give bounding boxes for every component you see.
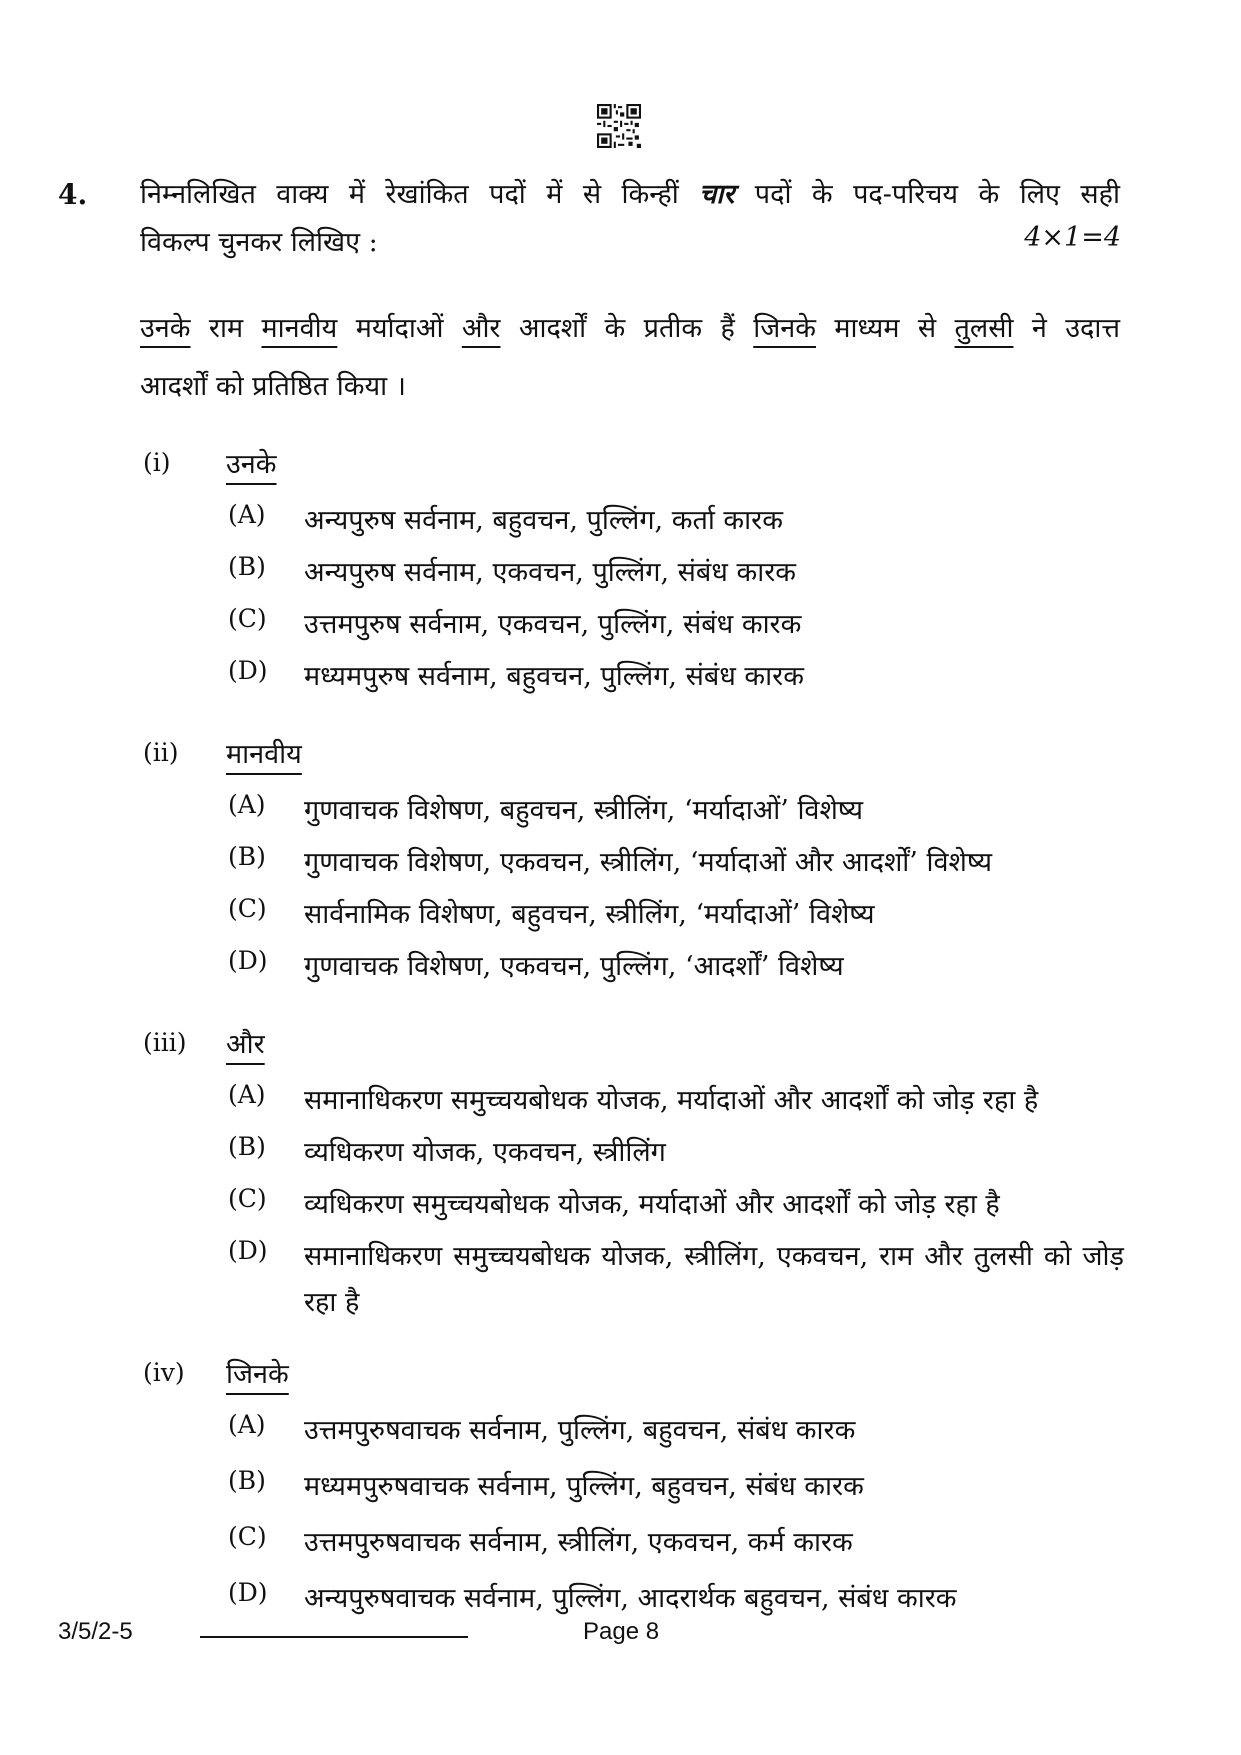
option-label: (B) <box>228 1132 266 1161</box>
qr-code-icon <box>597 104 641 148</box>
option-text: गुणवाचक विशेषण, बहुवचन, स्त्रीलिंग, ‘मर्यादाओं’ विशेष्य <box>304 795 864 826</box>
option-text: मध्यमपुरुषवाचक सर्वनाम, पुल्लिंग, बहुवचन, संबंध कारक <box>304 1471 864 1502</box>
sub-question-number: (i) <box>143 448 171 477</box>
sentence-text-3: आदर्शों के प्रतीक हैं <box>518 313 735 344</box>
sentence-text-1: राम <box>208 313 244 344</box>
option-text: उत्तमपुरुषवाचक सर्वनाम, पुल्लिंग, बहुवचन, संबंध कारक <box>304 1415 856 1446</box>
option-text: अन्यपुरुष सर्वनाम, एकवचन, पुल्लिंग, संबंध कारक <box>304 557 796 588</box>
option-label: (D) <box>228 1578 268 1607</box>
paper-code: 3/5/2-5 <box>58 1618 133 1645</box>
option-text: गुणवाचक विशेषण, एकवचन, स्त्रीलिंग, ‘मर्यादाओं और आदर्शों’ विशेष्य <box>304 847 993 878</box>
option-text: सार्वनामिक विशेषण, बहुवचन, स्त्रीलिंग, ‘मर्यादाओं’ विशेष्य <box>304 899 875 930</box>
option-text: समानाधिकरण समुच्चयबोधक योजक, स्त्रीलिंग, एकवचन, राम और तुलसी को जोड़ रहा है <box>304 1241 1124 1318</box>
sub-question-number: (iii) <box>143 1028 187 1057</box>
sub-question-number: (ii) <box>143 738 179 767</box>
option-label: (A) <box>228 790 266 819</box>
sentence-block <box>140 300 1120 416</box>
option-text: मध्यमपुरुष सर्वनाम, बहुवचन, पुल्लिंग, संबंध कारक <box>304 661 804 692</box>
option-label: (A) <box>228 1410 266 1439</box>
option-label: (C) <box>228 1522 267 1551</box>
option-text: अन्यपुरुषवाचक सर्वनाम, पुल्लिंग, आदरार्थक बहुवचन, संबंध कारक <box>304 1583 957 1614</box>
option-text: व्यधिकरण समुच्चयबोधक योजक, मर्यादाओं और आदर्शों को जोड़ रहा है <box>304 1189 1000 1220</box>
page-number: Page 8 <box>583 1618 660 1645</box>
underlined-word-1: उनके <box>140 313 191 344</box>
option-text: उत्तमपुरुषवाचक सर्वनाम, स्त्रीलिंग, एकवचन, कर्म कारक <box>304 1527 853 1558</box>
option-text: व्यधिकरण योजक, एकवचन, स्त्रीलिंग <box>304 1137 666 1168</box>
option-label: (A) <box>228 500 266 529</box>
option-text: समानाधिकरण समुच्चयबोधक योजक, मर्यादाओं और आदर्शों को जोड़ रहा है <box>304 1085 1039 1116</box>
sentence-text-5: ने उदात्त <box>1031 313 1121 344</box>
question-number: 4. <box>58 178 88 211</box>
option-label: (D) <box>228 946 268 975</box>
underlined-word-5: तुलसी <box>954 313 1014 344</box>
option-label: (C) <box>228 894 267 923</box>
option-label: (A) <box>228 1080 266 1109</box>
option-label: (C) <box>228 604 267 633</box>
sub-question-word: मानवीय <box>226 739 302 770</box>
footer-divider <box>200 1636 468 1638</box>
underlined-word-4: जिनके <box>753 313 816 344</box>
option-text: उत्तमपुरुष सर्वनाम, एकवचन, पुल्लिंग, संबंध कारक <box>304 609 802 640</box>
sentence-text-2: मर्यादाओं <box>355 313 444 344</box>
instruction-emphasis: चार <box>699 179 735 210</box>
option-label: (B) <box>228 842 266 871</box>
sentence-text-4: माध्यम से <box>834 313 937 344</box>
underlined-word-3: और <box>461 313 501 344</box>
option-label: (B) <box>228 552 266 581</box>
option-label: (C) <box>228 1184 267 1213</box>
sub-question-word: और <box>226 1029 265 1060</box>
instruction-line-2: विकल्प चुनकर लिखिए : <box>140 227 378 258</box>
option-label: (B) <box>228 1466 266 1495</box>
option-text: अन्यपुरुष सर्वनाम, बहुवचन, पुल्लिंग, कर्ता कारक <box>304 505 783 536</box>
question-instruction <box>140 170 1120 220</box>
question-marks: 4×1=4 <box>1024 222 1121 253</box>
sentence-line-1 <box>140 300 1120 358</box>
underlined-word-2: मानवीय <box>261 313 338 344</box>
option-label: (D) <box>228 1236 268 1265</box>
option-label: (D) <box>228 656 268 685</box>
sentence-line-2: आदर्शों को प्रतिष्ठित किया । <box>140 371 406 402</box>
instruction-text-before: निम्नलिखित वाक्य में रेखांकित पदों में से किन्हीं <box>140 179 679 210</box>
sub-question-word: उनके <box>226 449 277 480</box>
sub-question-word: जिनके <box>226 1359 289 1390</box>
instruction-text-after: पदों के पद-परिचय के लिए सही <box>754 179 1120 210</box>
sub-question-number: (iv) <box>143 1358 185 1387</box>
option-text: गुणवाचक विशेषण, एकवचन, पुल्लिंग, ‘आदर्शों’ विशेष्य <box>304 951 844 982</box>
